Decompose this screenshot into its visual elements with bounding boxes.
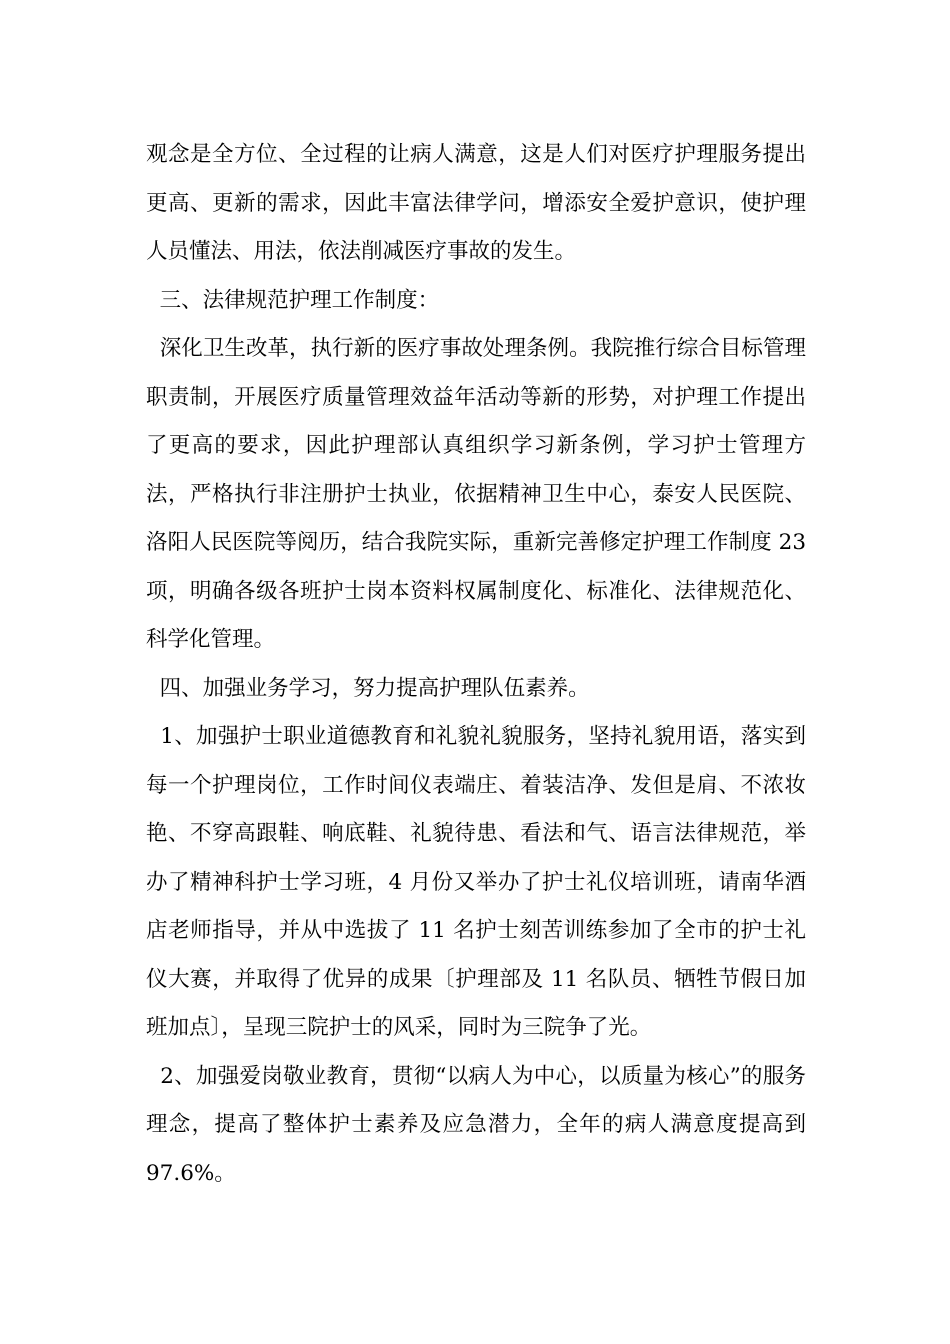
paragraph-item-one: 1、加强护士职业道德教育和礼貌礼貌服务，坚持礼貌用语，落实到每一个护理岗位，工作时间仪表端庄、着装洁净、发但是肩、不浓妆艳、不穿高跟鞋、响底鞋、礼貌待患、看法和气、语言法律规范，举办了精神科护士学习班，4 月份又举办了护士礼仪培训班，请南华酒店老师指导，并从中选拔了 11 名护士刻苦训练参加了全市的护士礼仪大赛，并取得了优异的成果〔护理部及 11 名队员、牺牲节假日加班加点〕，呈现三院护士的风采，同时为三院争了光。	[146, 724, 806, 1040]
heading-section-four: 四、加强业务学习，努力提高护理队伍素养。	[146, 675, 590, 701]
paragraph-work-system: 深化卫生改革，执行新的医疗事故处理条例。我院推行综合目标管理职责制，开展医疗质量管理效益年活动等新的形势，对护理工作提出了更高的要求，因此护理部认真组织学习新条例，学习护士管理方法，严格执行非注册护士执业，依据精神卫生中心，泰安人民医院、洛阳人民医院等阅历，结合我院实际，重新完善修定护理工作制度 23 项，明确各级各班护士岗本资料权属制度化、标准化、法律规范化、科学化管理。	[146, 336, 813, 652]
document-page	[146, 131, 813, 1198]
paragraph-patient-satisfaction: 观念是全方位、全过程的让病人满意，这是人们对医疗护理服务提出更高、更新的需求，因此丰富法律学问，增添安全爱护意识，使护理人员懂法、用法，依法削减医疗事故的发生。	[146, 142, 806, 264]
paragraph-item-two: 2、加强爱岗敬业教育，贯彻“以病人为中心，以质量为核心”的服务理念，提高了整体护士素养及应急潜力，全年的病人满意度提高到 97.6%。	[146, 1063, 813, 1186]
heading-section-three: 三、法律规范护理工作制度：	[146, 287, 440, 313]
